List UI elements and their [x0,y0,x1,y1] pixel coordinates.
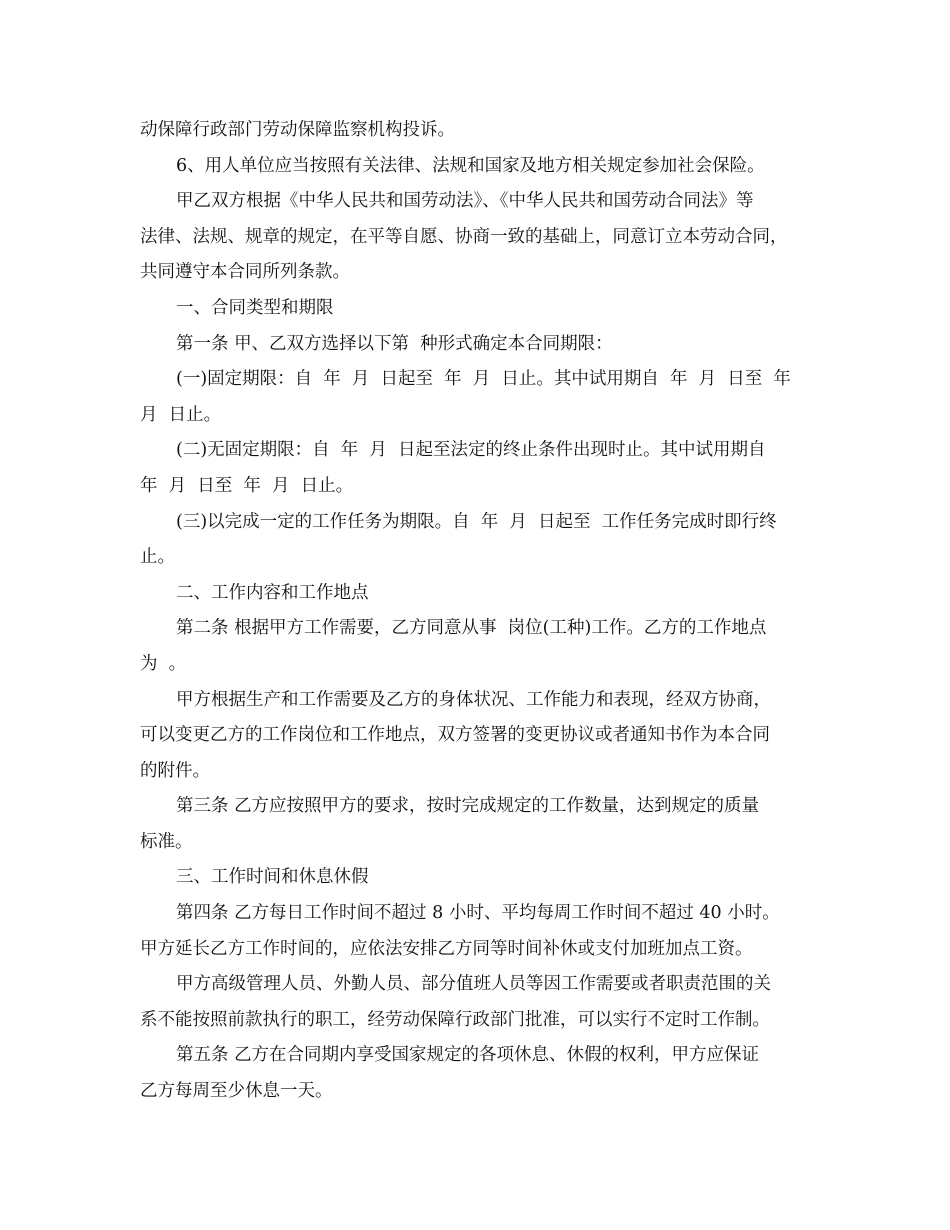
text-line: 第二条 根据甲方工作需要，乙方同意从事 岗位(工种)工作。乙方的工作地点 [176,618,767,639]
text-line: 第一条 甲、乙双方选择以下第 种形式确定本合同期限： [176,333,613,354]
text-line: 法律、法规、规章的规定，在平等自愿、协商一致的基础上，同意订立本劳动合同， [140,226,788,247]
text-line: 年 月 日至 年 月 日止。 [140,475,354,496]
text-line: 甲方根据生产和工作需要及乙方的身体状况、工作能力和表现，经双方协商， [176,689,771,710]
text-line: (三)以完成一定的工作任务为期限。自 年 月 日起至 工作任务完成时即行终 [176,511,777,532]
text-line: 的附件。 [140,760,210,781]
text-line: 甲方延长乙方工作时间的，应依法安排乙方同等时间补休或支付加班加点工资。 [140,938,753,959]
document-body [140,113,815,1110]
text-line: (二)无固定期限：自 年 月 日起至法定的终止条件出现时止。其中试用期自 [176,440,766,461]
text-line: 甲方高级管理人员、外勤人员、部分值班人员等因工作需要或者职责范围的关 [176,974,771,995]
text-line: 可以变更乙方的工作岗位和工作地点，双方签署的变更协议或者通知书作为本合同 [140,725,770,746]
text-line: 系不能按照前款执行的职工，经劳动保障行政部门批准，可以实行不定时工作制。 [140,1009,770,1030]
text-line: 甲乙双方根据《中华人民共和国劳动法》、《中华人民共和国劳动合同法》等 [176,191,754,212]
text-line: 止。 [140,547,175,568]
text-line: (一)固定期限：自 年 月 日起至 年 月 日止。其中试用期自 年 月 日至 年 [176,369,791,390]
text-line: 6、用人单位应当按照有关法律、法规和国家及地方相关规定参加社会保险。 [176,155,765,176]
text-line: 乙方每周至少休息一天。 [140,1081,333,1102]
text-line: 标准。 [140,831,193,852]
section-heading: 三、工作时间和休息休假 [176,867,369,888]
text-line: 第五条 乙方在合同期内享受国家规定的各项休息、休假的权利，甲方应保证 [176,1045,760,1066]
text-line: 第四条 乙方每日工作时间不超过 8 小时、平均每周工作时间不超过 40 小时。 [176,903,780,924]
text-line: 月 日止。 [140,404,222,425]
text-line: 第三条 乙方应按照甲方的要求，按时完成规定的工作数量，达到规定的质量 [176,796,760,817]
section-heading: 二、工作内容和工作地点 [176,582,369,603]
text-line: 为 。 [140,653,187,674]
text-line: 共同遵守本合同所列条款。 [140,262,350,283]
text-line: 动保障行政部门劳动保障监察机构投诉。 [140,120,455,140]
section-heading: 一、合同类型和期限 [176,297,334,318]
